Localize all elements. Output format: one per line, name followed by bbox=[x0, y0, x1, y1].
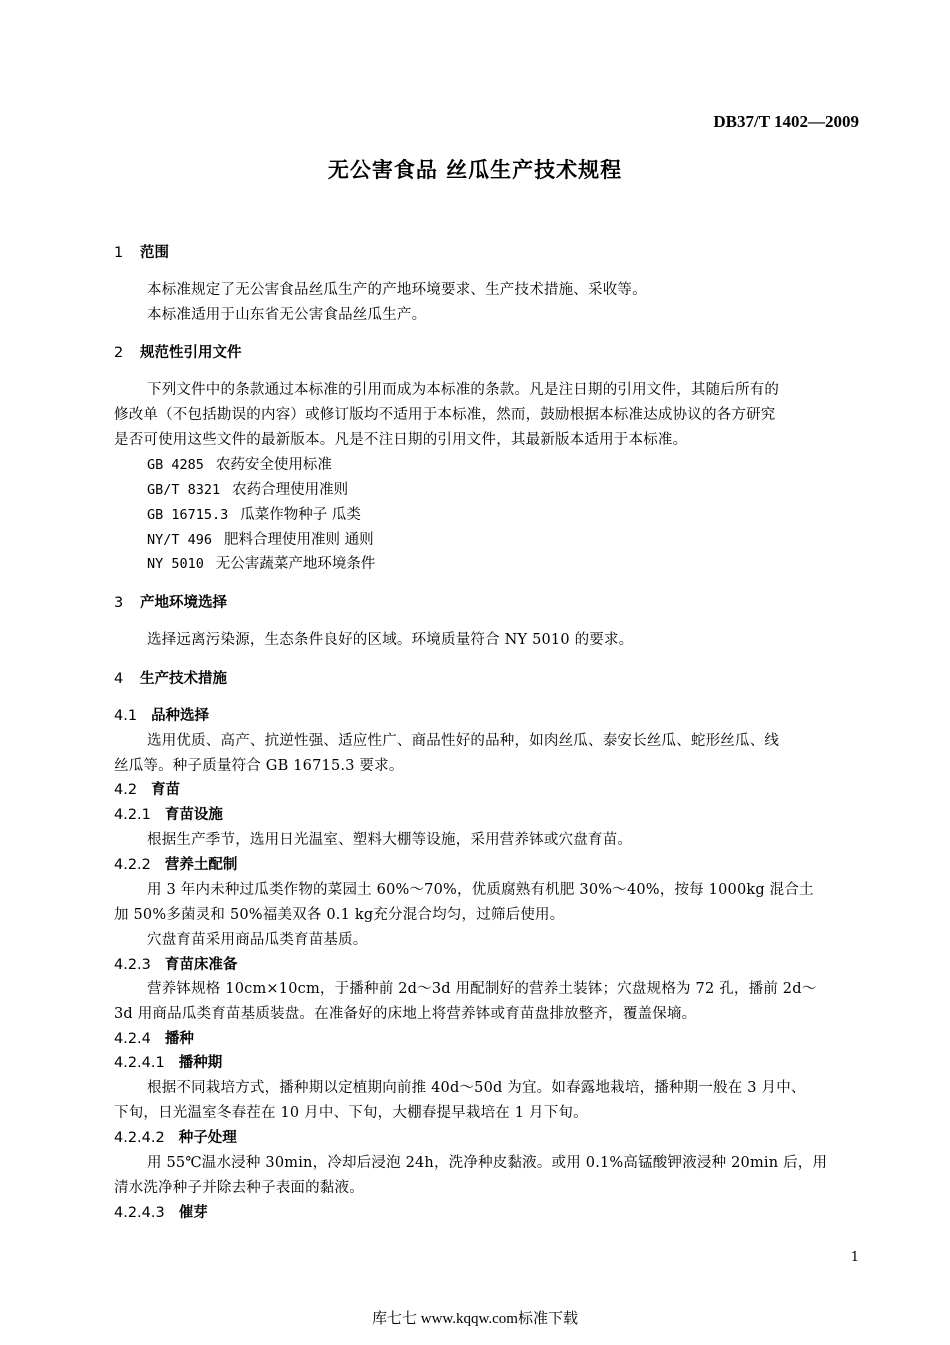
document-title: 无公害食品 丝瓜生产技术规程 bbox=[327, 158, 623, 182]
reference-item bbox=[147, 552, 375, 573]
subsection-4-2-1-heading bbox=[114, 803, 223, 824]
paragraph: 根据生产季节，选用日光温室、塑料大棚等设施，采用营养钵或穴盘育苗。 bbox=[147, 832, 633, 848]
subsection-4-2-heading bbox=[114, 778, 180, 799]
subsection-title: 种子处理 bbox=[178, 1130, 237, 1146]
section-number: 1 bbox=[114, 245, 124, 261]
paragraph: 营养钵规格 10cm×10cm，于播种前 2d～3d 用配制好的营养土装钵；穴盘规格为 72 孔，播前 2d～ bbox=[147, 981, 817, 997]
subsection-number: 4.2 bbox=[114, 782, 138, 798]
subsection-title: 播种 bbox=[164, 1031, 194, 1047]
subsection-title: 催芽 bbox=[178, 1205, 208, 1221]
section-1-heading bbox=[114, 241, 169, 262]
subsection-4-2-4-heading bbox=[114, 1027, 194, 1048]
subsection-number: 4.2.4.1 bbox=[114, 1055, 165, 1071]
paragraph: 用 3 年内未种过瓜类作物的菜园土 60%～70%，优质腐熟有机肥 30%～40%，按每 1000kg 混合土 bbox=[147, 882, 814, 898]
reference-code: GB 16715.3 bbox=[147, 507, 229, 523]
subsection-4-2-4-1-heading bbox=[114, 1051, 222, 1072]
reference-item bbox=[147, 453, 332, 474]
paragraph-continuation: 3d 用商品瓜类育苗基质装盘。在准备好的床地上将营养钵或育苗盘排放整齐，覆盖保墒。 bbox=[114, 1006, 697, 1022]
document-number: DB37/T 1402—2009 bbox=[713, 112, 859, 131]
paragraph: 选择远离污染源，生态条件良好的区域。环境质量符合 NY 5010 的要求。 bbox=[147, 632, 634, 648]
reference-name: 农药合理使用准则 bbox=[232, 482, 349, 498]
section-title: 范围 bbox=[140, 245, 169, 261]
paragraph-continuation: 清水洗净种子并除去种子表面的黏液。 bbox=[114, 1180, 364, 1196]
paragraph: 穴盘育苗采用商品瓜类育苗基质。 bbox=[147, 932, 368, 948]
subsection-number: 4.2.4 bbox=[114, 1031, 151, 1047]
paragraph-continuation: 是否可使用这些文件的最新版本。凡是不注日期的引用文件，其最新版本适用于本标准。 bbox=[114, 432, 688, 448]
section-number: 2 bbox=[114, 345, 124, 361]
reference-code: NY 5010 bbox=[147, 556, 204, 572]
subsection-title: 品种选择 bbox=[151, 708, 210, 724]
subsection-title: 营养土配制 bbox=[164, 857, 238, 873]
section-title: 生产技术措施 bbox=[140, 671, 227, 687]
reference-code: GB/T 8321 bbox=[147, 482, 221, 498]
paragraph: 根据不同栽培方式，播种期以定植期向前推 40d～50d 为宜。如春露地栽培，播种期一般在 3 月中、 bbox=[147, 1080, 806, 1096]
reference-item bbox=[147, 478, 348, 499]
subsection-4-2-2-heading bbox=[114, 853, 237, 874]
reference-name: 肥料合理使用准则 通则 bbox=[224, 532, 374, 548]
paragraph: 下列文件中的条款通过本标准的引用而成为本标准的条款。凡是注日期的引用文件，其随后所有的 bbox=[147, 382, 780, 398]
subsection-4-2-3-heading bbox=[114, 953, 237, 974]
paragraph-continuation: 修改单（不包括勘误的内容）或修订版均不适用于本标准，然而，鼓励根据本标准达成协议的各方研究 bbox=[114, 407, 776, 423]
reference-name: 无公害蔬菜产地环境条件 bbox=[215, 556, 376, 572]
reference-name: 农药安全使用标准 bbox=[215, 457, 332, 473]
reference-item bbox=[147, 528, 374, 549]
subsection-4-2-4-3-heading bbox=[114, 1201, 208, 1222]
reference-code: GB 4285 bbox=[147, 457, 204, 473]
subsection-number: 4.1 bbox=[114, 708, 138, 724]
subsection-4-2-4-2-heading bbox=[114, 1126, 237, 1147]
paragraph-continuation: 下旬，日光温室冬春茬在 10 月中、下旬，大棚春提早栽培在 1 月下旬。 bbox=[114, 1105, 588, 1121]
subsection-title: 播种期 bbox=[178, 1055, 223, 1071]
reference-code: NY/T 496 bbox=[147, 532, 213, 548]
paragraph: 本标准适用于山东省无公害食品丝瓜生产。 bbox=[147, 307, 427, 323]
reference-item bbox=[147, 503, 361, 524]
paragraph: 本标准规定了无公害食品丝瓜生产的产地环境要求、生产技术措施、采收等。 bbox=[147, 282, 647, 298]
subsection-title: 育苗 bbox=[151, 782, 181, 798]
section-title: 规范性引用文件 bbox=[140, 345, 242, 361]
section-3-heading bbox=[114, 591, 227, 612]
paragraph: 选用优质、高产、抗逆性强、适应性广、商品性好的品种，如肉丝瓜、泰安长丝瓜、蛇形丝瓜、线 bbox=[147, 733, 780, 749]
section-2-heading bbox=[114, 341, 242, 362]
section-title: 产地环境选择 bbox=[140, 595, 227, 611]
subsection-number: 4.2.2 bbox=[114, 857, 151, 873]
subsection-4-1-heading bbox=[114, 704, 209, 725]
subsection-number: 4.2.3 bbox=[114, 957, 151, 973]
footer-watermark-text: 库七七 www.kqqw.com标准下载 bbox=[372, 1311, 578, 1327]
section-number: 4 bbox=[114, 671, 124, 687]
subsection-title: 育苗床准备 bbox=[164, 957, 238, 973]
subsection-number: 4.2.4.3 bbox=[114, 1205, 165, 1221]
subsection-number: 4.2.4.2 bbox=[114, 1130, 165, 1146]
paragraph: 用 55℃温水浸种 30min，冷却后浸泡 24h，洗净种皮黏液。或用 0.1%高锰酸钾液浸种 20min 后，用 bbox=[147, 1155, 828, 1171]
subsection-number: 4.2.1 bbox=[114, 807, 151, 823]
page-number: 1 bbox=[850, 1250, 859, 1265]
paragraph-continuation: 丝瓜等。种子质量符合 GB 16715.3 要求。 bbox=[114, 758, 404, 774]
section-4-heading bbox=[114, 667, 227, 688]
subsection-title: 育苗设施 bbox=[164, 807, 223, 823]
reference-name: 瓜菜作物种子 瓜类 bbox=[240, 507, 361, 523]
section-number: 3 bbox=[114, 595, 124, 611]
paragraph-continuation: 加 50%多菌灵和 50%福美双各 0.1 kg充分混合均匀，过筛后使用。 bbox=[114, 907, 565, 923]
